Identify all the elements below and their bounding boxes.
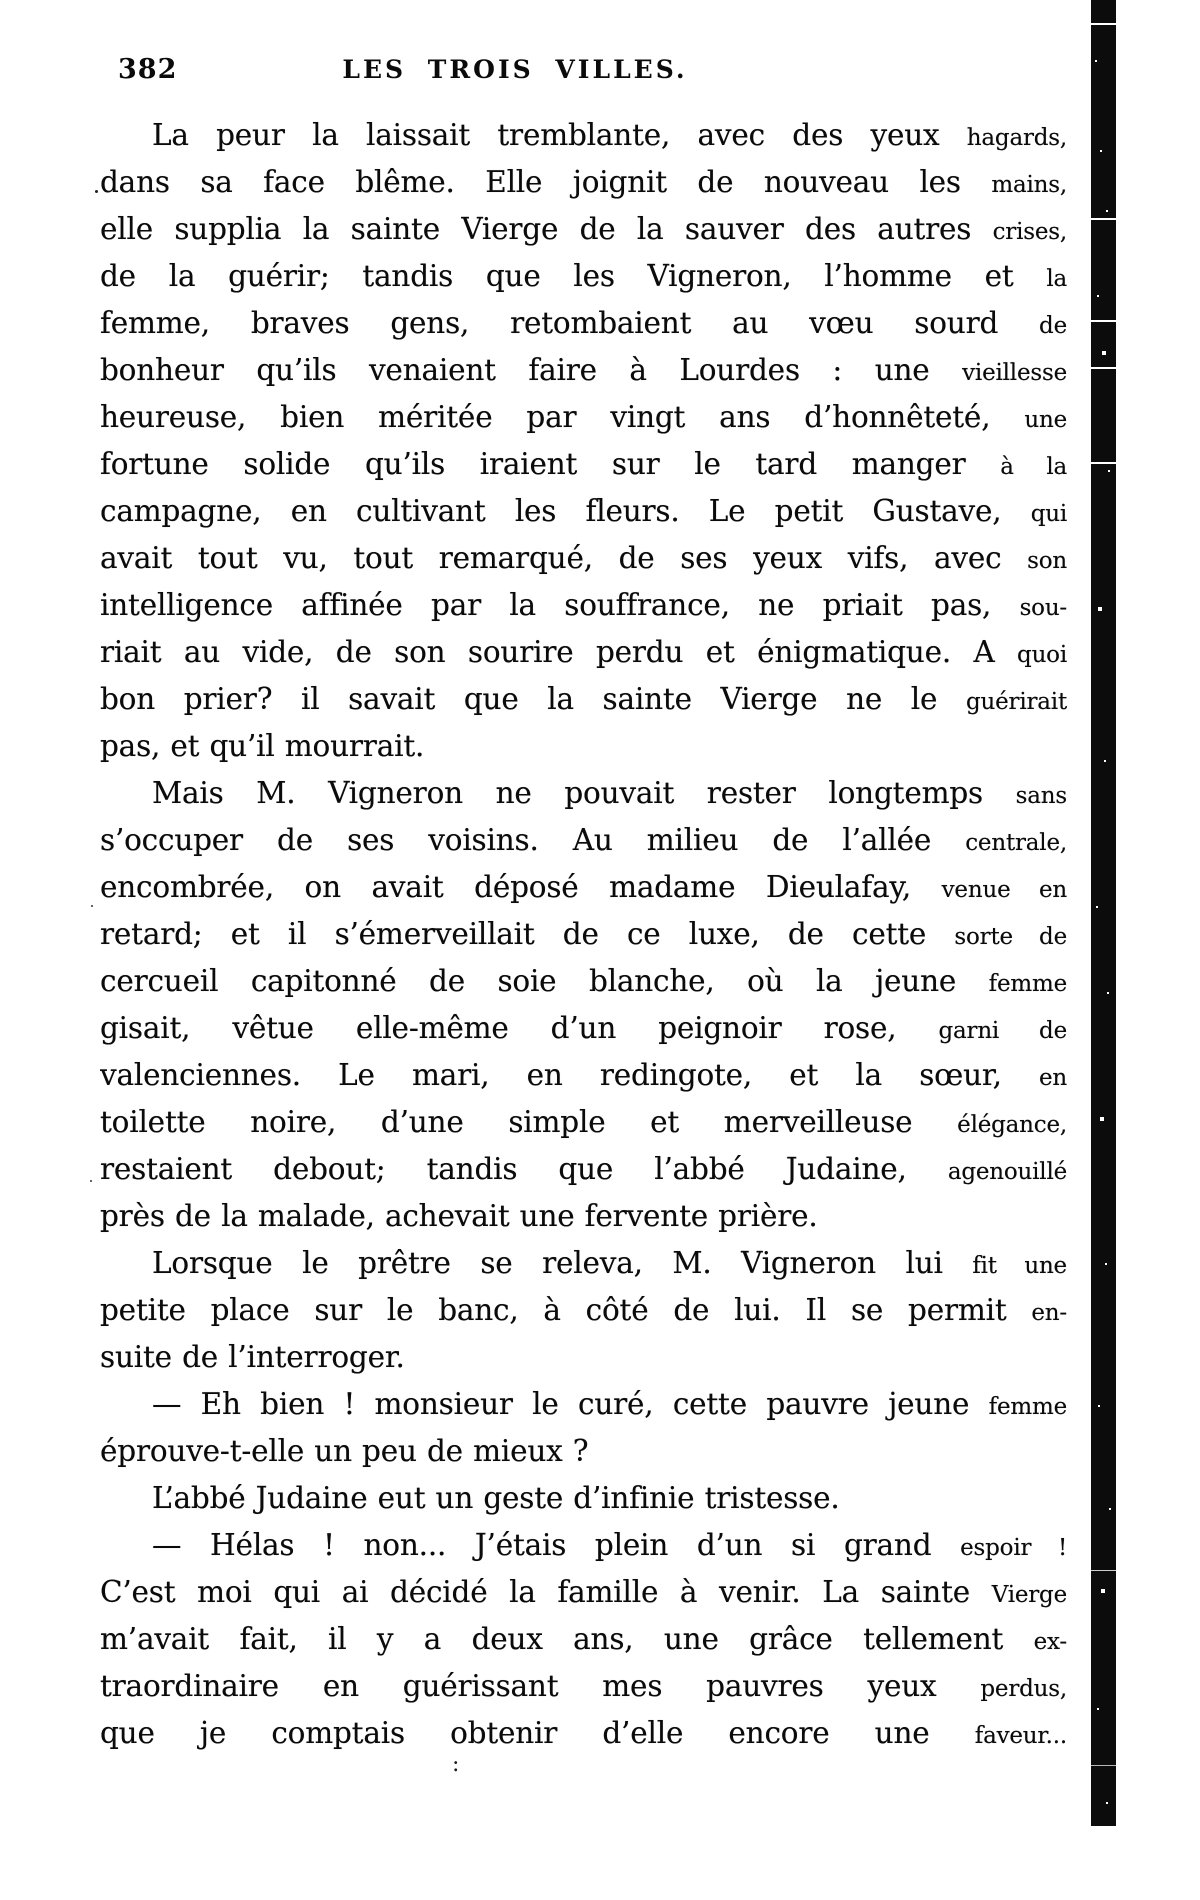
text-line: bon prier? il savait que la sainte Vierge ne le guérirait bbox=[100, 682, 1067, 716]
binding-hairline bbox=[1091, 462, 1116, 464]
text-line: valenciennes. Le mari, en redingote, et la sœur, en bbox=[100, 1058, 1067, 1092]
text-line: — Hélas ! non... J’étais plein d’un si grand espoir ! bbox=[152, 1528, 1067, 1562]
text-line: retard; et il s’émerveillait de ce luxe, de cette sorte de bbox=[100, 917, 1067, 951]
margin-speck bbox=[90, 1180, 92, 1182]
paragraph bbox=[100, 770, 1067, 1240]
binding-hairline bbox=[1091, 1570, 1116, 1571]
text-line: cercueil capitonné de soie blanche, où la jeune femme bbox=[100, 964, 1067, 998]
binding-hairline bbox=[1091, 1765, 1116, 1766]
text-line: traordinaire en guérissant mes pauvres yeux perdus, bbox=[100, 1669, 1067, 1703]
text-line: campagne, en cultivant les fleurs. Le petit Gustave, qui bbox=[100, 494, 1067, 528]
text-line: fortune solide qu’ils iraient sur le tard manger à la bbox=[100, 447, 1067, 481]
paragraph bbox=[100, 112, 1067, 770]
text-line: gisait, vêtue elle-même d’un peignoir rose, garni de bbox=[100, 1011, 1067, 1045]
text-line: avait tout vu, tout remarqué, de ses yeux vifs, avec son bbox=[100, 541, 1067, 575]
text-line: de la guérir; tandis que les Vigneron, l’homme et la bbox=[100, 259, 1067, 293]
text-line: — Eh bien ! monsieur le curé, cette pauvre jeune femme bbox=[152, 1387, 1067, 1421]
text-line: La peur la laissait tremblante, avec des yeux hagards, bbox=[152, 118, 1067, 152]
text-line: femme, braves gens, retombaient au vœu sourd de bbox=[100, 306, 1067, 340]
binding-shadow bbox=[1091, 0, 1116, 1826]
paragraph bbox=[100, 1381, 1067, 1475]
page-number: 382 bbox=[118, 54, 178, 85]
text-line: éprouve-t-elle un peu de mieux ? bbox=[100, 1434, 589, 1468]
stray-mark: : bbox=[452, 1752, 460, 1777]
text-line: toilette noire, d’une simple et merveilleuse élégance, bbox=[100, 1105, 1067, 1139]
paragraph bbox=[100, 1522, 1067, 1757]
page-body bbox=[100, 112, 1067, 1757]
paragraph bbox=[100, 1240, 1067, 1381]
text-line: encombrée, on avait déposé madame Dieulafay, venue en bbox=[100, 870, 1067, 904]
binding-hairline bbox=[1091, 23, 1116, 25]
text-line: pas, et qu’il mourrait. bbox=[100, 729, 425, 763]
binding-hairline bbox=[1091, 320, 1116, 322]
text-line: Lorsque le prêtre se releva, M. Vigneron lui fit une bbox=[152, 1246, 1067, 1280]
margin-speck bbox=[95, 190, 98, 193]
binding-speckles bbox=[1095, 60, 1097, 62]
text-line: dans sa face blême. Elle joignit de nouveau les mains, bbox=[100, 165, 1067, 199]
text-line: restaient debout; tandis que l’abbé Judaine, agenouillé bbox=[100, 1152, 1067, 1186]
text-line: bonheur qu’ils venaient faire à Lourdes : une vieillesse bbox=[100, 353, 1067, 387]
text-line: Mais M. Vigneron ne pouvait rester longtemps sans bbox=[152, 776, 1067, 810]
text-line: petite place sur le banc, à côté de lui. Il se permit en- bbox=[100, 1293, 1067, 1327]
text-line: m’avait fait, il y a deux ans, une grâce tellement ex- bbox=[100, 1622, 1067, 1656]
text-line: intelligence affinée par la souffrance, ne priait pas, sou- bbox=[100, 588, 1067, 622]
binding-hairline bbox=[1091, 218, 1116, 220]
binding-hairline bbox=[1091, 367, 1116, 369]
text-line: elle supplia la sainte Vierge de la sauver des autres crises, bbox=[100, 212, 1067, 246]
text-line: suite de l’interroger. bbox=[100, 1340, 405, 1374]
text-line: s’occuper de ses voisins. Au milieu de l’allée centrale, bbox=[100, 823, 1067, 857]
text-line: C’est moi qui ai décidé la famille à venir. La sainte Vierge bbox=[100, 1575, 1067, 1609]
paragraph bbox=[100, 1475, 1067, 1522]
text-line: que je comptais obtenir d’elle encore une faveur... bbox=[100, 1716, 1067, 1750]
text-line: riait au vide, de son sourire perdu et énigmatique. A quoi bbox=[100, 635, 1067, 669]
text-line: L’abbé Judaine eut un geste d’infinie tristesse. bbox=[152, 1481, 840, 1515]
running-title: LES TROIS VILLES. bbox=[342, 55, 688, 84]
margin-speck bbox=[91, 905, 93, 907]
text-line: heureuse, bien méritée par vingt ans d’honnêteté, une bbox=[100, 400, 1067, 434]
text-line: près de la malade, achevait une fervente prière. bbox=[100, 1199, 818, 1233]
page-header bbox=[100, 52, 1067, 88]
